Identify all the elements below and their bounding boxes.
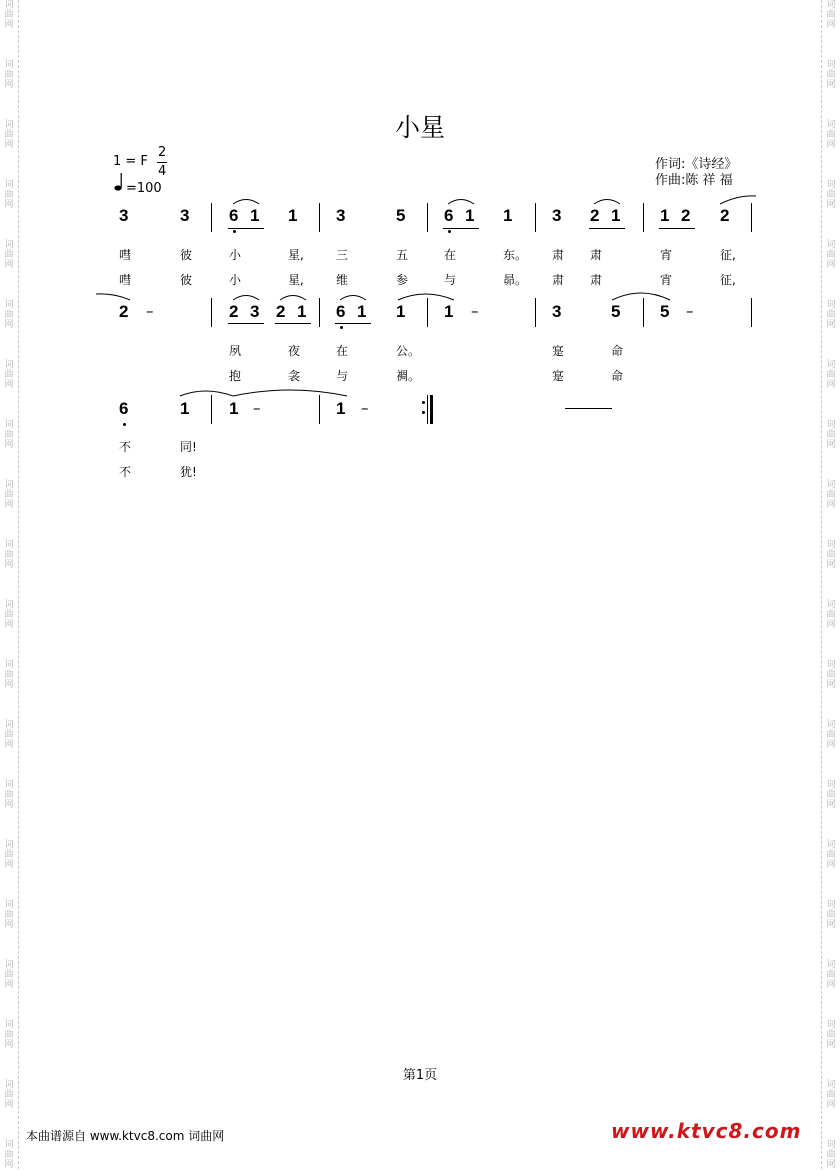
watermark-text: 词 曲 网 <box>826 480 836 510</box>
note: 1 <box>465 206 475 225</box>
lyric: 星, <box>288 248 304 262</box>
lyric: 裯。 <box>396 369 421 383</box>
note: 2 <box>720 206 730 225</box>
lyric: 公。 <box>396 344 421 358</box>
watermark-text: 词 曲 网 <box>826 1140 836 1170</box>
lyric: 命 <box>611 369 624 383</box>
watermark-text: 词 曲 网 <box>826 960 836 990</box>
slur <box>594 200 620 205</box>
lyric: 三 <box>336 248 349 262</box>
lyric: 小 <box>229 248 242 262</box>
note: 3 <box>552 302 562 321</box>
note: 1 <box>611 206 621 225</box>
watermark-text: 词 曲 网 <box>4 1020 14 1050</box>
page-number: 第1页 <box>402 1068 438 1083</box>
lyric: 彼 <box>180 248 193 262</box>
watermark-text: 词 曲 网 <box>4 720 14 750</box>
tempo-marking: =100 <box>126 181 162 196</box>
watermark-text: 词 曲 网 <box>4 60 14 90</box>
watermark-text: 词 曲 网 <box>4 420 14 450</box>
note: 5 <box>396 206 406 225</box>
lyric: 宵 <box>660 273 673 287</box>
slur <box>280 296 306 301</box>
lyric: 与 <box>444 273 457 287</box>
note: 1 <box>180 399 190 418</box>
lyric: 犹! <box>180 465 197 479</box>
watermark-text: 词 曲 网 <box>4 300 14 330</box>
note: 2 <box>229 302 239 321</box>
lyric: 夜 <box>288 344 301 358</box>
dash: – <box>471 302 479 320</box>
watermark-text: 词 曲 网 <box>4 540 14 570</box>
lyric: 彼 <box>180 273 193 287</box>
watermark-text: 词 曲 网 <box>826 1020 836 1050</box>
note: 6 <box>119 399 129 418</box>
lyric: 抱 <box>229 369 242 383</box>
watermark-text: 词 曲 网 <box>826 240 836 270</box>
lyric: 星, <box>288 273 304 287</box>
tie <box>398 294 454 300</box>
lyric: 嘒 <box>119 248 132 262</box>
lyric: 不 <box>119 465 132 479</box>
note: 1 <box>503 206 513 225</box>
lyric: 寔 <box>552 369 565 383</box>
watermark-text: 词 曲 网 <box>4 1140 14 1170</box>
tie <box>180 391 233 396</box>
lyric: 宵 <box>660 248 673 262</box>
lyric: 衾 <box>288 369 301 383</box>
composer-credit: 作曲:陈 祥 福 <box>655 173 733 188</box>
dash: – <box>146 302 154 320</box>
watermark-text: 词 曲 网 <box>4 1080 14 1110</box>
tie <box>720 196 756 204</box>
note: 3 <box>180 206 190 225</box>
watermark-text: 词 曲 网 <box>4 0 14 30</box>
lyric: 嘒 <box>119 273 132 287</box>
lyric: 在 <box>444 248 457 262</box>
ktvc8-logo <box>611 1119 801 1143</box>
lyric: 肃 <box>590 248 603 262</box>
lyric: 夙 <box>229 344 242 358</box>
lyric: 命 <box>611 344 624 358</box>
note: 5 <box>611 302 621 321</box>
note: 1 <box>444 302 454 321</box>
note: 3 <box>552 206 562 225</box>
watermark-text: 词 曲 网 <box>826 660 836 690</box>
note: 1 <box>250 206 260 225</box>
lyricist-credit: 作词:《诗经》 <box>655 157 738 172</box>
note: 6 <box>229 206 239 225</box>
lyric: 寔 <box>552 344 565 358</box>
lyric: 与 <box>336 369 349 383</box>
note: 6 <box>336 302 346 321</box>
dash: – <box>361 399 369 417</box>
watermark-text: 词 曲 网 <box>4 120 14 150</box>
watermark-text: 词 曲 网 <box>826 420 836 450</box>
watermark-text: 词 曲 网 <box>4 900 14 930</box>
lyric: 小 <box>229 273 242 287</box>
lyric: 维 <box>336 273 349 287</box>
watermark-text: 词 曲 网 <box>826 900 836 930</box>
note: 1 <box>288 206 298 225</box>
lyric: 肃 <box>552 248 565 262</box>
watermark-text: 词 曲 网 <box>4 480 14 510</box>
score-title: 小星 <box>394 113 445 142</box>
watermark-text: 词 曲 网 <box>826 1080 836 1110</box>
note: 2 <box>681 206 691 225</box>
note: 6 <box>444 206 454 225</box>
note: 1 <box>336 399 346 418</box>
dash: – <box>253 399 261 417</box>
slur <box>233 200 259 205</box>
lyric: 征, <box>720 248 736 262</box>
slur <box>233 296 259 301</box>
watermark-text: 词 曲 网 <box>4 600 14 630</box>
watermark-text: 词 曲 网 <box>4 780 14 810</box>
note: 1 <box>357 302 367 321</box>
note: 2 <box>119 302 129 321</box>
time-signature-numerator: 2 <box>158 145 167 160</box>
watermark-text: 词 曲 网 <box>4 960 14 990</box>
watermark-text: 词 曲 网 <box>826 300 836 330</box>
note: 2 <box>590 206 600 225</box>
note: 1 <box>660 206 670 225</box>
slur <box>448 200 474 205</box>
note: 3 <box>250 302 260 321</box>
lyric: 肃 <box>590 273 603 287</box>
time-signature-denominator: 4 <box>158 164 167 179</box>
note: 2 <box>276 302 286 321</box>
lyric: 同! <box>180 440 197 454</box>
lyric: 不 <box>119 440 132 454</box>
logo-text: www.ktvc8.com <box>611 1119 802 1143</box>
watermark-text: 词 曲 网 <box>4 360 14 390</box>
lyric: 肃 <box>552 273 565 287</box>
lyric: 征, <box>720 273 736 287</box>
watermark-text: 词 曲 网 <box>826 0 836 30</box>
tie <box>233 390 347 396</box>
tie <box>612 293 670 300</box>
lyric: 参 <box>396 273 409 287</box>
lyric: 东。 <box>503 248 528 262</box>
note: 1 <box>297 302 307 321</box>
lyric: 昴。 <box>503 273 528 287</box>
watermark-text: 词 曲 网 <box>826 540 836 570</box>
watermark-text: 词 曲 网 <box>826 720 836 750</box>
watermark-text: 词 曲 网 <box>826 120 836 150</box>
watermark-text: 词 曲 网 <box>4 240 14 270</box>
note: 5 <box>660 302 670 321</box>
watermark-text: 词 曲 网 <box>4 840 14 870</box>
watermark-text: 词 曲 网 <box>826 840 836 870</box>
watermark-text: 词 曲 网 <box>4 180 14 210</box>
note: 3 <box>336 206 346 225</box>
dash: – <box>686 302 694 320</box>
lyric: 在 <box>336 344 349 358</box>
watermark-text: 词 曲 网 <box>826 600 836 630</box>
watermark-text: 词 曲 网 <box>826 360 836 390</box>
note: 3 <box>119 206 129 225</box>
slur <box>340 296 366 301</box>
lyric: 五 <box>396 248 409 262</box>
watermark-text: 词 曲 网 <box>826 60 836 90</box>
note: 1 <box>229 399 239 418</box>
watermark-text: 词 曲 网 <box>4 660 14 690</box>
source-credit: 本曲谱源自 www.ktvc8.com 词曲网 <box>26 1129 225 1143</box>
tie <box>96 294 130 300</box>
note: 1 <box>396 302 406 321</box>
watermark-text: 词 曲 网 <box>826 180 836 210</box>
key-signature: 1 = F <box>113 154 148 169</box>
watermark-text: 词 曲 网 <box>826 780 836 810</box>
